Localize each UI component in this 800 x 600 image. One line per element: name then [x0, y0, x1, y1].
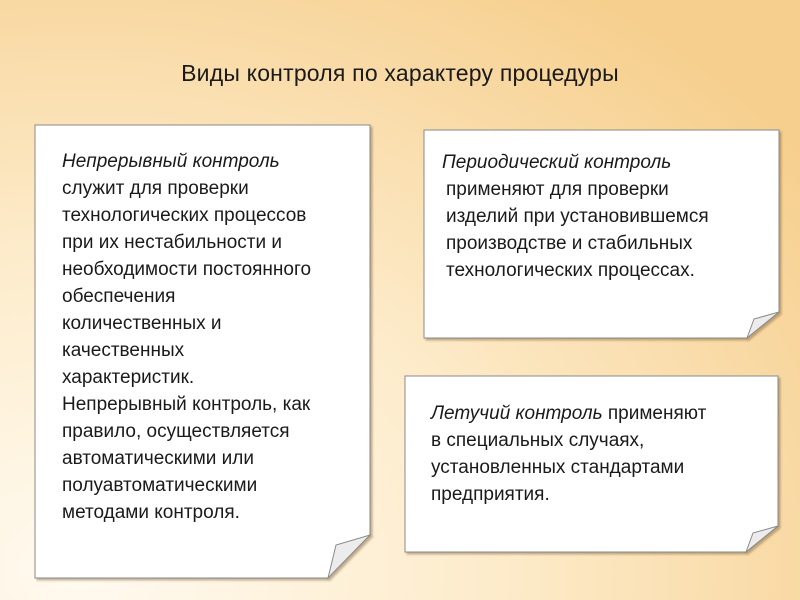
flying-term: Летучий контроль	[431, 403, 603, 424]
continuous-line: количественных и	[62, 313, 222, 334]
continuous-term: Непрерывный контроль	[62, 151, 280, 172]
periodic-line: изделий при установившемся	[446, 206, 709, 227]
continuous-line: при их нестабильности и	[62, 232, 283, 253]
continuous-line: необходимости постоянного	[62, 259, 312, 280]
note-periodic-control	[424, 130, 779, 338]
continuous-line: обеспечения	[62, 286, 176, 307]
flying-line: предприятия.	[431, 484, 550, 505]
continuous-line: Непрерывный контроль, как	[62, 394, 311, 415]
periodic-term: Периодический контроль	[442, 152, 672, 173]
note-continuous-control	[35, 125, 370, 578]
continuous-line: методами контроля.	[62, 502, 240, 523]
flying-line: установленных стандартами	[431, 457, 685, 478]
continuous-line: служит для проверки	[62, 178, 249, 199]
continuous-line: правило, осуществляется	[62, 421, 290, 442]
page-title: Виды контроля по характеру процедуры	[181, 60, 619, 86]
periodic-line: применяют для проверки	[446, 179, 669, 200]
periodic-line: технологических процессах.	[446, 260, 695, 281]
continuous-line: автоматическими или	[62, 448, 254, 469]
note-continuous-text	[35, 125, 370, 526]
flying-line: в специальных случаях,	[431, 430, 645, 451]
continuous-line: характеристик.	[62, 367, 195, 388]
continuous-line: качественных	[62, 340, 185, 361]
flying-first-line-rest: применяют	[602, 403, 707, 424]
note-periodic-text	[424, 130, 779, 284]
continuous-line: полуавтоматическими	[62, 475, 258, 496]
continuous-line: технологических процессов	[62, 205, 307, 226]
note-flying-text	[405, 376, 778, 508]
periodic-line: производстве и стабильных	[446, 233, 693, 254]
flying-first-line	[431, 400, 778, 427]
note-flying-control	[405, 376, 778, 552]
